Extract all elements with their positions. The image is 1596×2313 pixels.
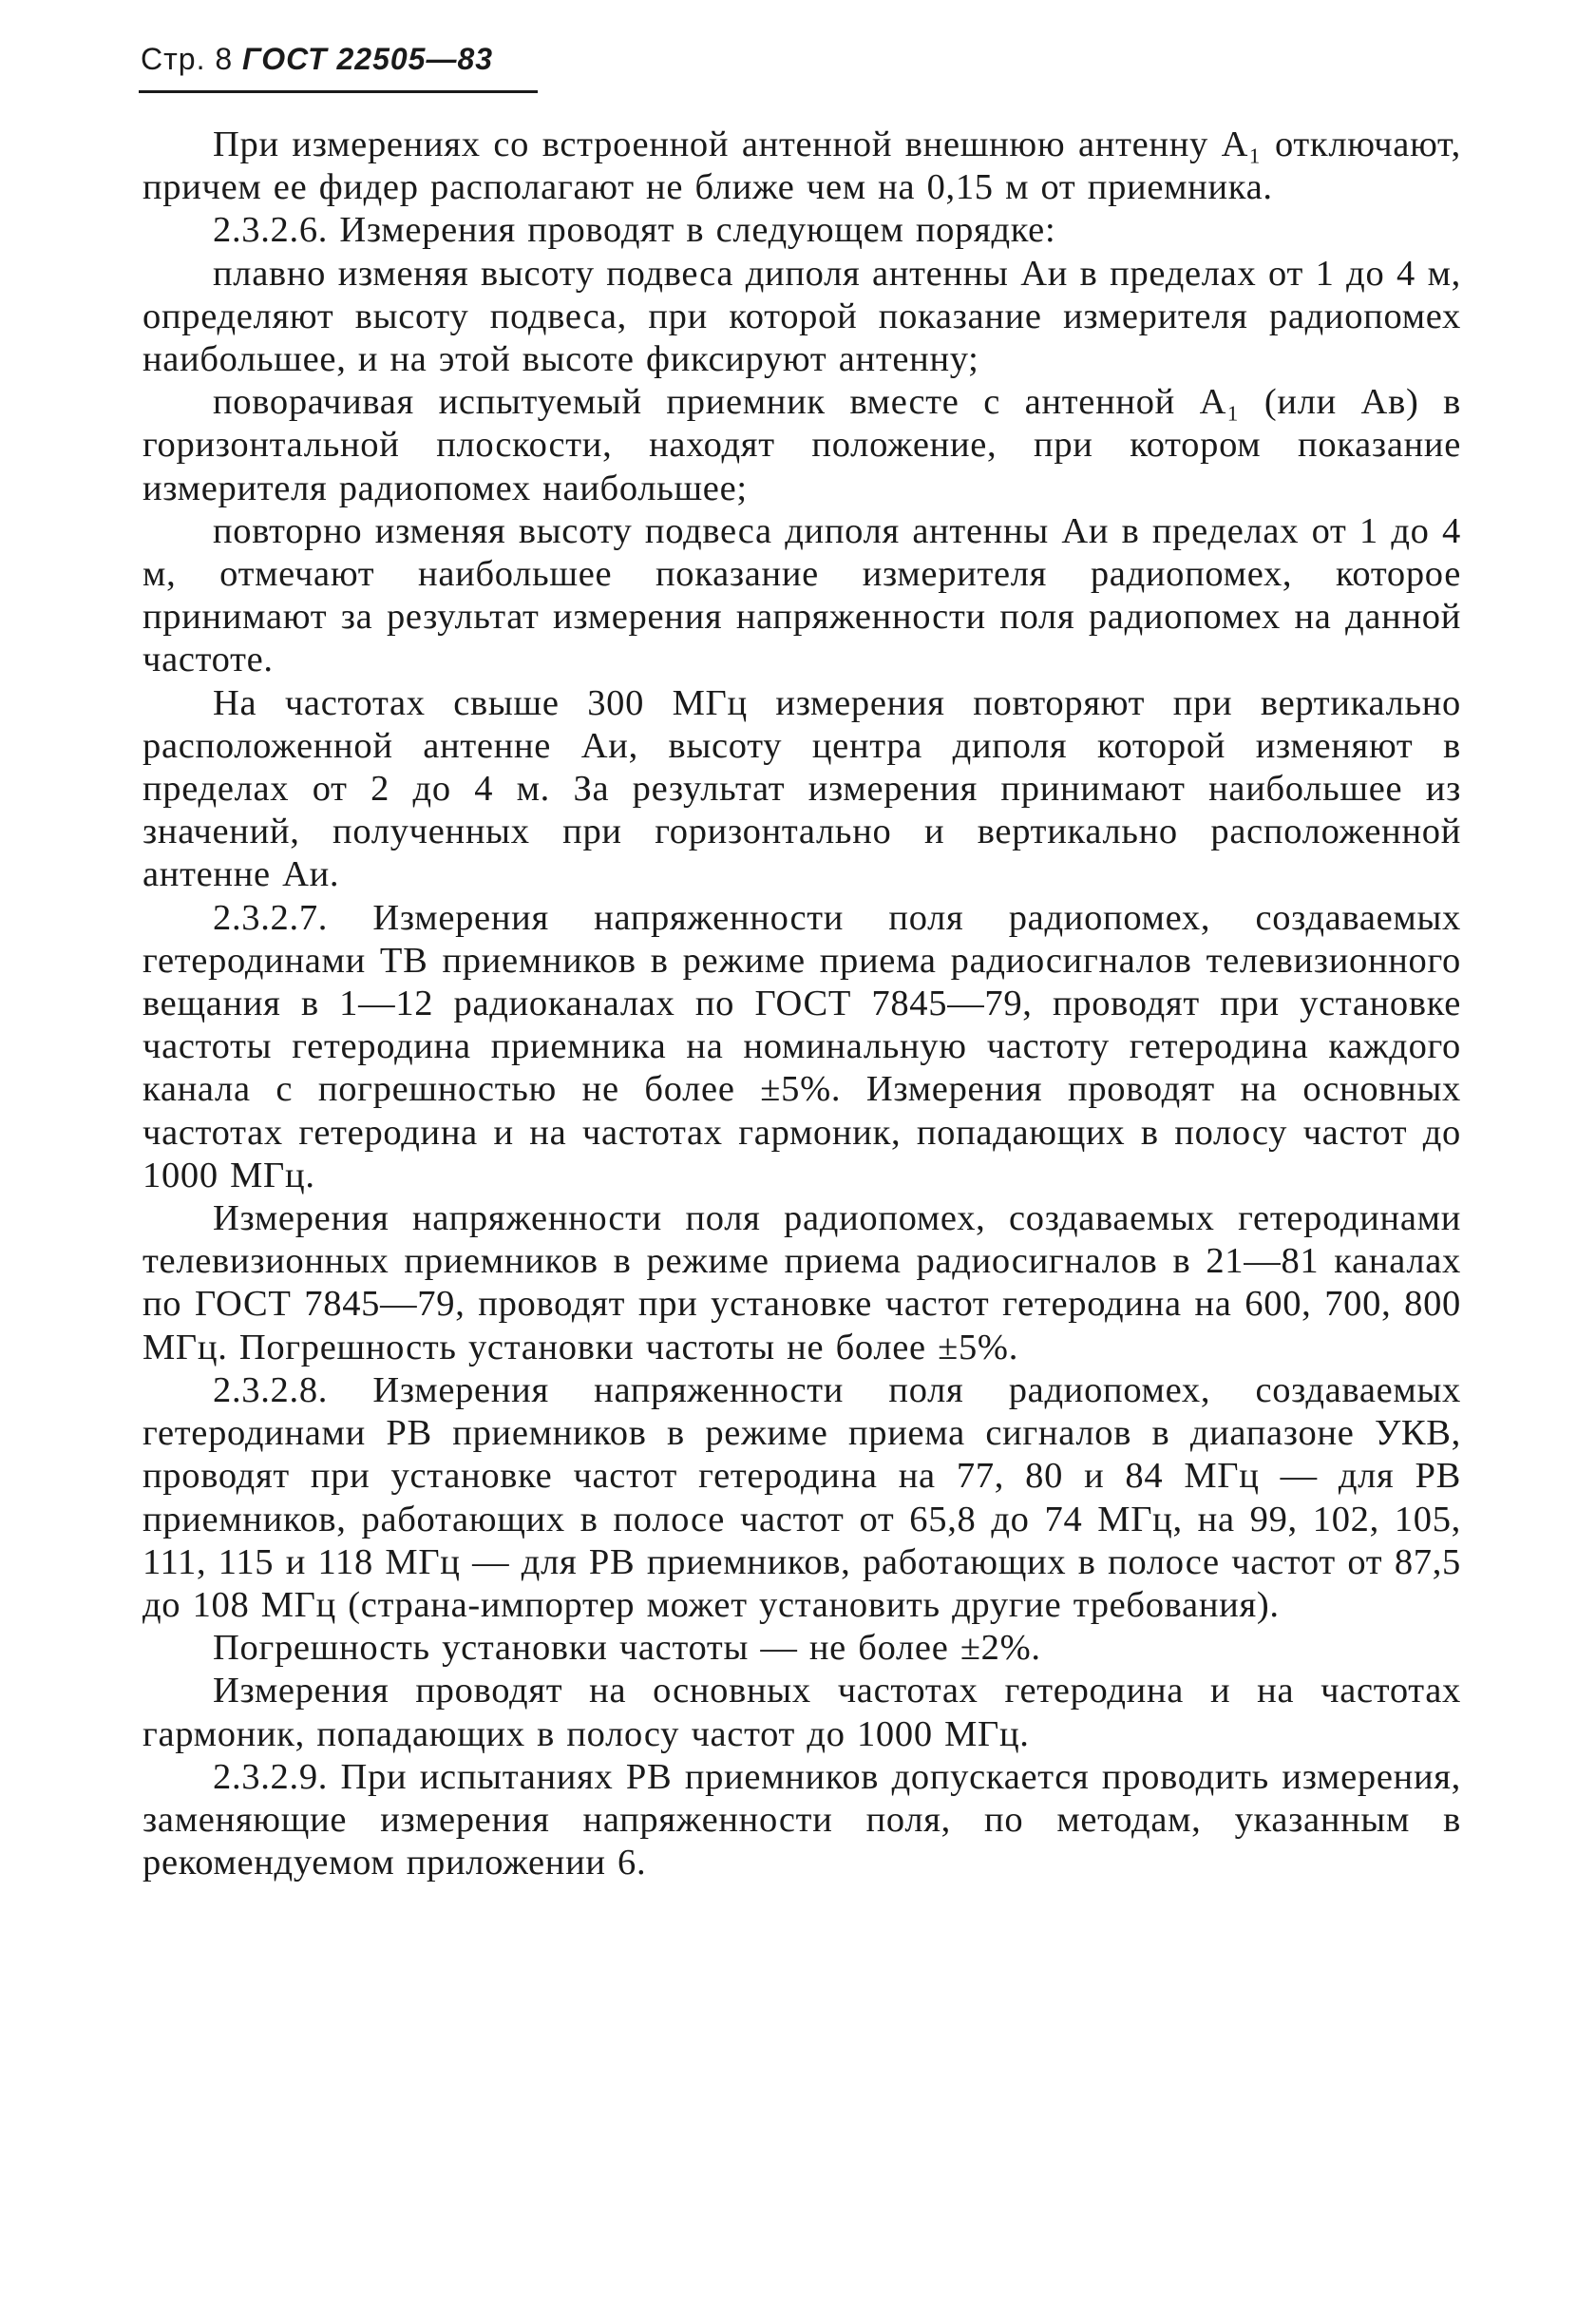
paragraph: плавно изменяя высоту подвеса диполя антенны Aи в пределах от 1 до 4 м, определяют высоту подвеса, при которой показание измерителя радиопомех наибольшее, и на этой высоте фиксируют антенну; <box>142 253 1461 380</box>
page-number: Стр. 8 <box>141 42 234 76</box>
paragraph: На частотах свыше 300 МГц измерения повторяют при вертикально расположенной антенне Aи, высоту центра диполя которой изменяют в пределах от 2 до 4 м. За результат измерения принимают наибольшее из значений, полученных при горизонтально и вертикально расположенной антенне Aи. <box>142 682 1461 895</box>
header-rule <box>139 90 538 93</box>
paragraph: Погрешность установки частоты — не более ±2%. <box>213 1628 1041 1669</box>
paragraph: Измерения проводят на основных частотах гетеродина и на частотах гармоник, попадающих в полосу частот до 1000 МГц. <box>142 1671 1461 1754</box>
paragraph: При измерениях со встроенной антенной внешнюю антенну A₁ отключают, причем ее фидер располагают не ближе чем на 0,15 м от приемника. <box>142 124 1461 208</box>
standard-designation: ГОСТ 22505—83 <box>242 42 494 76</box>
paragraph: 2.3.2.8. Измерения напряженности поля радиопомех, создаваемых гетеродинами РВ приемников в режиме приема сигналов в диапазоне УКВ, проводят при установке частот гетеродина на 77, 80 и 84 МГц — для РВ приемников, работающих в полосе частот от 65,8 до 74 МГц, на 99, 102, 105, 111, 115 и 118 МГц — для РВ приемников, работающих в полосе частот от 87,5 до 108 МГц (страна-импортер может установить другие требования). <box>142 1369 1461 1625</box>
paragraph: 2.3.2.6. Измерения проводят в следующем порядке: <box>213 210 1056 251</box>
page-header <box>141 40 493 78</box>
paragraph: 2.3.2.9. При испытаниях РВ приемников допускается проводить измерения, заменяющие измерения напряженности поля, по методам, указанным в рекомендуемом приложении 6. <box>142 1756 1461 1883</box>
paragraph: 2.3.2.7. Измерения напряженности поля радиопомех, создаваемых гетеродинами ТВ приемников в режиме приема радиосигналов телевизионного вещания в 1—12 радиоканалах по ГОСТ 7845—79, проводят при установке частоты гетеродина приемника на номинальную частоту гетеродина каждого канала с погрешностью не более ±5%. Измерения проводят на основных частотах гетеродина и на частотах гармоник, попадающих в полосу частот до 1000 МГц. <box>142 897 1461 1195</box>
paragraph: Измерения напряженности поля радиопомех, создаваемых гетеродинами телевизионных приемников в режиме приема радиосигналов в 21—81 каналах по ГОСТ 7845—79, проводят при установке частот гетеродина на 600, 700, 800 МГц. Погрешность установки частоты не более ±5%. <box>142 1198 1461 1367</box>
body-text <box>142 124 1461 1884</box>
paragraph: поворачивая испытуемый приемник вместе с антенной A₁ (или Aв) в горизонтальной плоскости, находят положение, при котором показание измерителя радиопомех наибольшее; <box>142 382 1461 508</box>
paragraph: повторно изменяя высоту подвеса диполя антенны Aи в пределах от 1 до 4 м, отмечают наибольшее показание измерителя радиопомех, которое принимают за результат измерения напряженности поля радиопомех на данной частоте. <box>142 510 1461 680</box>
